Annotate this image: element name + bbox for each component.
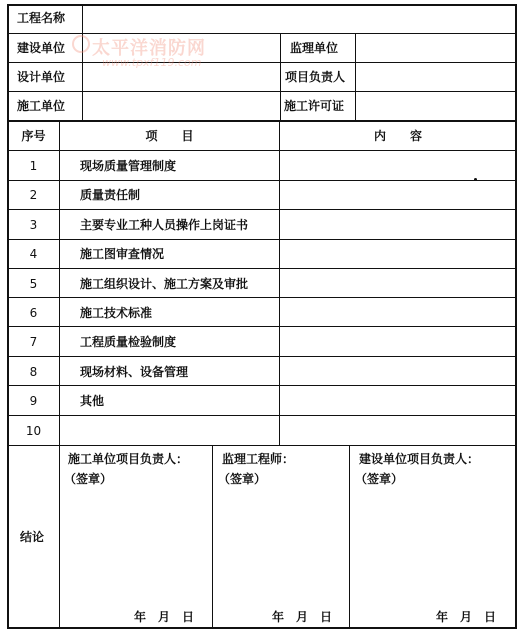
rule-h — [8, 385, 516, 386]
row-item: 主要专业工种人员操作上岗证书 — [80, 218, 249, 232]
engineer-sign-label: 监理工程师： — [222, 452, 295, 466]
rule-h — [8, 239, 516, 240]
row-item: 现场材料、设备管理 — [80, 365, 189, 379]
watermark-text: 太平洋消防网 — [92, 38, 206, 59]
rule-h — [8, 356, 516, 357]
project-name-label: 工程名称 — [17, 11, 66, 25]
rule-h — [8, 62, 516, 63]
row-no: 10 — [25, 424, 42, 438]
rule-h — [8, 297, 516, 298]
builder-sign-label: 建设单位项目负责人： — [359, 452, 480, 466]
rule-v — [82, 5, 83, 120]
rule-v — [212, 445, 213, 628]
col-header-index: 序号 — [21, 129, 46, 143]
row-item: 施工技术标准 — [80, 306, 153, 320]
rule-h — [8, 91, 516, 92]
conclusion-label: 结论 — [20, 530, 45, 544]
builder-label: 建设单位 — [17, 41, 66, 55]
row-no: 7 — [29, 335, 38, 349]
watermark-url: www.tpxf119.com — [102, 56, 202, 69]
col-header-item: 项 目 — [145, 129, 194, 143]
stray-dot — [474, 178, 477, 181]
row-item: 施工组织设计、施工方案及审批 — [80, 277, 249, 291]
row-item: 现场质量管理制度 — [80, 159, 177, 173]
permit-label: 施工许可证 — [284, 99, 345, 113]
rule-v — [349, 445, 350, 628]
row-no: 4 — [29, 247, 38, 261]
engineer-date: 年 月 日 — [272, 610, 333, 624]
contractor-date: 年 月 日 — [134, 610, 195, 624]
row-no: 3 — [29, 218, 38, 232]
row-no: 1 — [29, 159, 38, 173]
rule-h — [8, 180, 516, 181]
row-no: 9 — [29, 394, 38, 408]
contractor-seal: （签章） — [64, 472, 113, 486]
rule-v — [279, 120, 280, 445]
designer-label: 设计单位 — [17, 70, 66, 84]
rule-h — [8, 209, 516, 210]
row-no: 6 — [29, 306, 38, 320]
rule-h — [8, 415, 516, 416]
project-lead-label: 项目负责人 — [285, 70, 346, 84]
contractor-label: 施工单位 — [17, 99, 66, 113]
builder-seal: （签章） — [355, 472, 404, 486]
row-item: 其他 — [80, 394, 105, 408]
rule-h — [8, 326, 516, 327]
row-item: 质量责任制 — [80, 188, 141, 202]
rule-v — [355, 33, 356, 120]
builder-date: 年 月 日 — [436, 610, 497, 624]
row-item: 工程质量检验制度 — [80, 335, 177, 349]
row-item: 施工图审查情况 — [80, 247, 165, 261]
rule-h — [8, 120, 516, 122]
rule-h — [8, 445, 516, 446]
rule-h — [8, 150, 516, 151]
rule-h — [8, 33, 516, 34]
row-no: 8 — [29, 365, 38, 379]
row-no: 5 — [29, 277, 38, 291]
supervisor-label: 监理单位 — [290, 41, 339, 55]
engineer-seal: （签章） — [218, 472, 267, 486]
rule-v — [280, 33, 281, 120]
contractor-sign-label: 施工单位项目负责人： — [68, 452, 189, 466]
row-no: 2 — [29, 188, 38, 202]
rule-h — [8, 268, 516, 269]
col-header-content: 内 容 — [373, 129, 422, 143]
rule-v — [59, 120, 60, 628]
